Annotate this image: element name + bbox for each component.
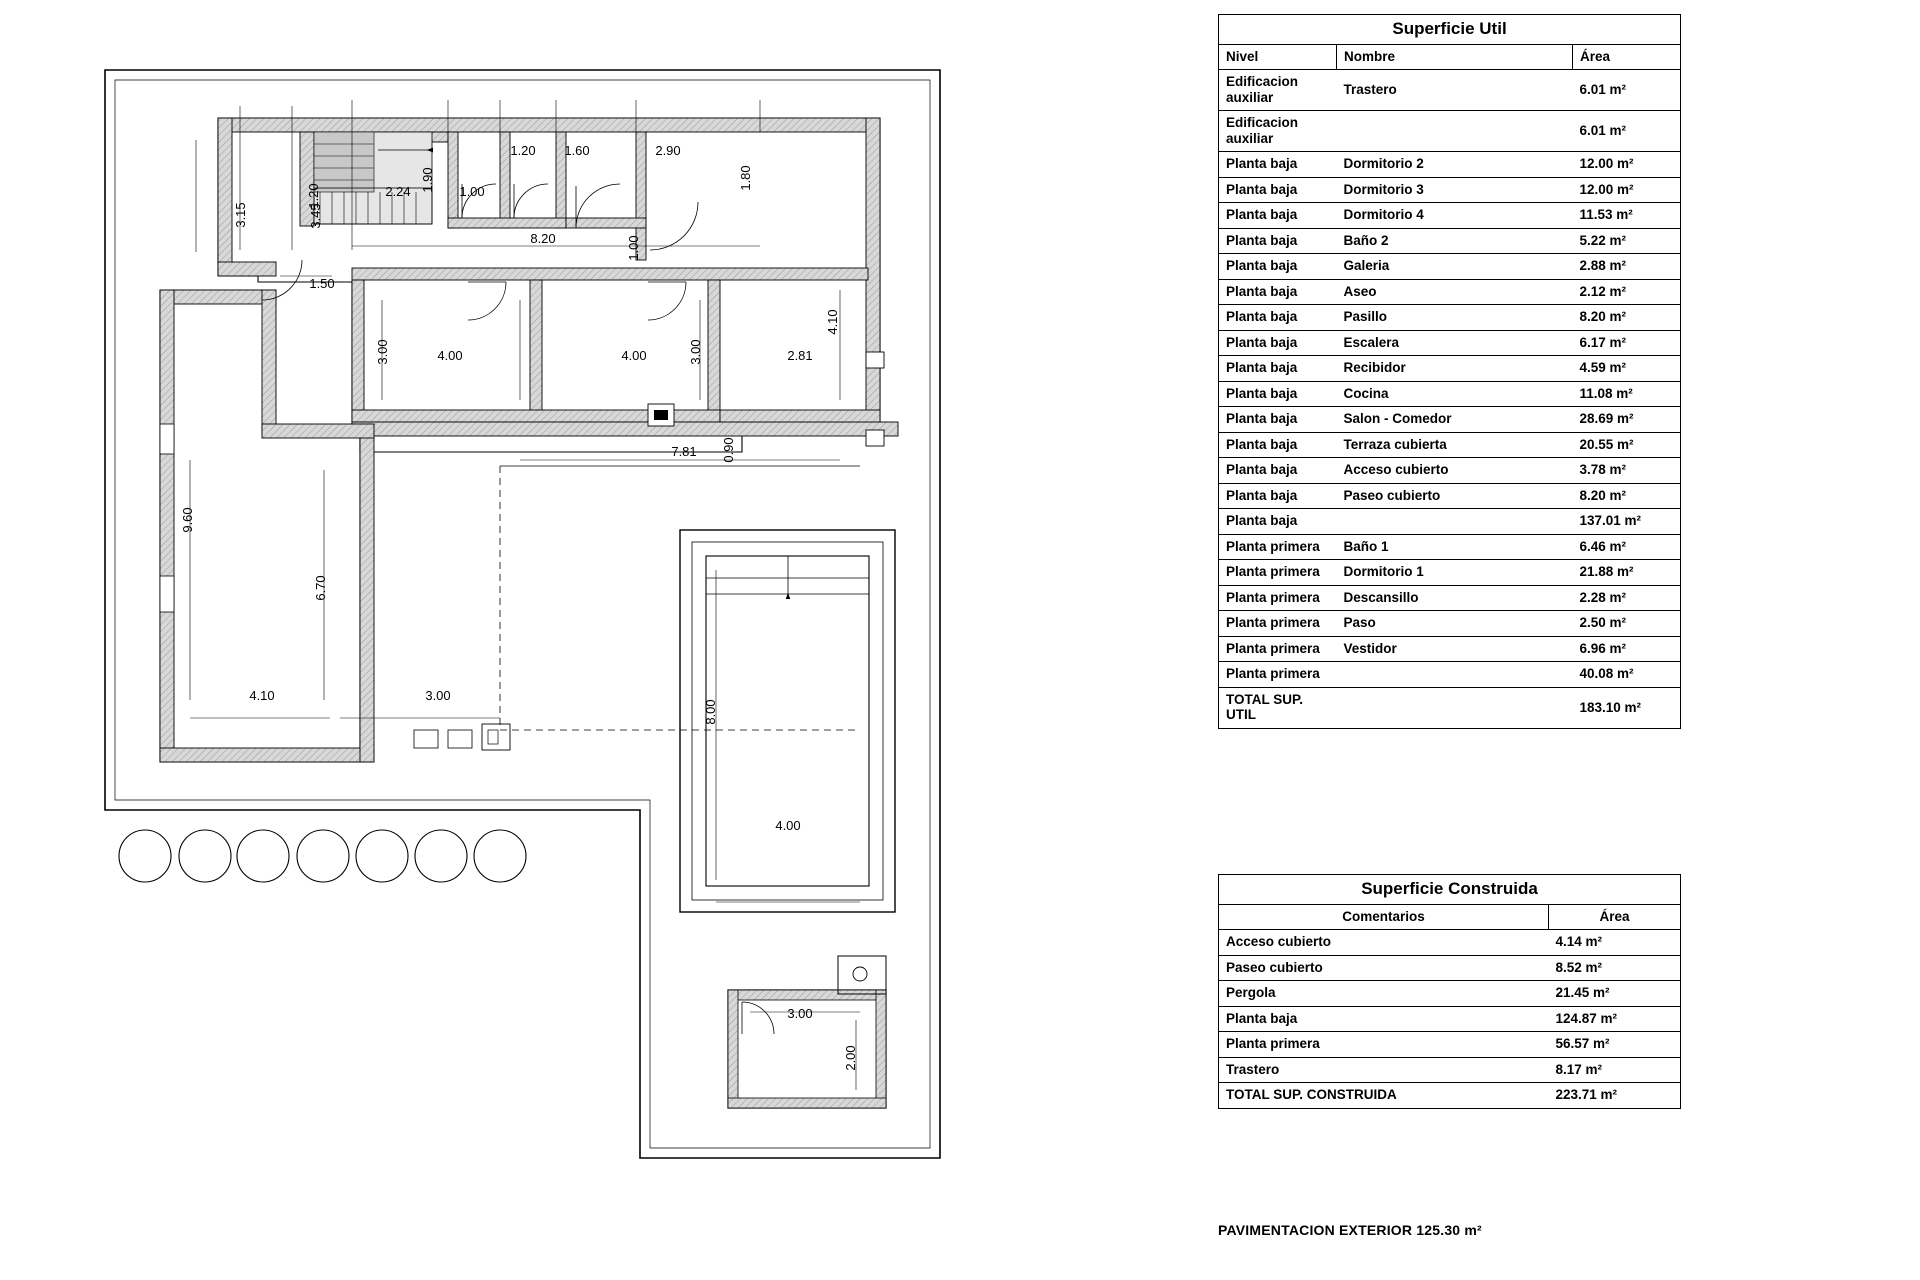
dim-4-10b: 4.10 [249, 688, 275, 703]
cell-nivel: Planta primera [1219, 534, 1337, 560]
cell-area: 21.88 m² [1573, 560, 1681, 586]
cell-area: 12.00 m² [1573, 152, 1681, 178]
dim-3-00d: 3.00 [787, 1006, 813, 1021]
cell-area: 8.52 m² [1549, 955, 1681, 981]
staircase [314, 132, 432, 224]
cell-nombre: Acceso cubierto [1337, 458, 1573, 484]
cell-nivel: Planta baja [1219, 330, 1337, 356]
cell-area: 2.50 m² [1573, 611, 1681, 637]
dim-3-15: 3.15 [233, 202, 248, 228]
dim-4-10a: 4.10 [825, 309, 840, 335]
cell-nivel: Planta baja [1219, 203, 1337, 229]
dim-3-45: 3.45 [308, 203, 323, 229]
util-title-row [1219, 15, 1681, 45]
superficie-util-table-wrap [1218, 14, 1688, 729]
cell-total-label: TOTAL SUP. UTIL [1219, 687, 1337, 728]
table-row [1219, 585, 1681, 611]
table-row-total [1219, 687, 1681, 728]
cell-area: 6.96 m² [1573, 636, 1681, 662]
cell-nivel: Planta baja [1219, 432, 1337, 458]
cell-area: 11.53 m² [1573, 203, 1681, 229]
cell-nivel: Planta primera [1219, 585, 1337, 611]
living-wing [160, 260, 860, 762]
dim-3-00a: 3.00 [375, 339, 390, 365]
table-row [1219, 407, 1681, 433]
cell-area: 40.08 m² [1573, 662, 1681, 688]
table-row [1219, 228, 1681, 254]
dim-8-20: 8.20 [530, 231, 556, 246]
cell-area: 6.01 m² [1573, 111, 1681, 152]
cell-area: 8.20 m² [1573, 305, 1681, 331]
cell-nombre [1337, 509, 1573, 535]
table-row [1219, 534, 1681, 560]
pavimentacion-exterior-note: PAVIMENTACION EXTERIOR 125.30 m² [1218, 1222, 1482, 1238]
table-row [1219, 356, 1681, 382]
table-row [1219, 330, 1681, 356]
dim-1-80: 1.80 [738, 165, 753, 191]
dim-1-00b: 1.00 [626, 235, 641, 261]
cell-nombre: Dormitorio 1 [1337, 560, 1573, 586]
table-row [1219, 177, 1681, 203]
table-row-total [1219, 1083, 1681, 1109]
util-title: Superficie Util [1219, 15, 1681, 45]
cell-area: 5.22 m² [1573, 228, 1681, 254]
table-row [1219, 955, 1681, 981]
cell-area: 2.12 m² [1573, 279, 1681, 305]
cell-nombre [1337, 687, 1573, 728]
cell-nivel: Edificacion auxiliar [1219, 111, 1337, 152]
table-row [1219, 432, 1681, 458]
util-col-nombre: Nombre [1337, 44, 1573, 70]
construida-header-row [1219, 904, 1681, 930]
table-row [1219, 203, 1681, 229]
util-col-nivel: Nivel [1219, 44, 1337, 70]
construida-col-comentarios: Comentarios [1219, 904, 1549, 930]
cell-area: 4.14 m² [1549, 930, 1681, 956]
cell-area: 137.01 m² [1573, 509, 1681, 535]
dim-6-70: 6.70 [313, 575, 328, 601]
cell-label: Planta primera [1219, 1032, 1549, 1058]
cell-label: Planta baja [1219, 1006, 1549, 1032]
table-row [1219, 1006, 1681, 1032]
cell-nombre: Paso [1337, 611, 1573, 637]
table-row [1219, 279, 1681, 305]
cell-nivel: Planta baja [1219, 509, 1337, 535]
dim-2-90: 2.90 [655, 143, 681, 158]
trastero-building [728, 956, 886, 1108]
cell-total-label: TOTAL SUP. CONSTRUIDA [1219, 1083, 1549, 1109]
cell-area: 2.28 m² [1573, 585, 1681, 611]
cell-nombre: Dormitorio 2 [1337, 152, 1573, 178]
cell-nivel: Planta primera [1219, 662, 1337, 688]
cell-nombre: Vestidor [1337, 636, 1573, 662]
cell-nombre: Recibidor [1337, 356, 1573, 382]
cell-area: 28.69 m² [1573, 407, 1681, 433]
cell-nivel: Planta primera [1219, 611, 1337, 637]
table-row [1219, 483, 1681, 509]
construida-title: Superficie Construida [1219, 875, 1681, 905]
cell-area: 6.17 m² [1573, 330, 1681, 356]
superficie-construida-table-wrap [1218, 874, 1688, 1109]
cell-label: Pergola [1219, 981, 1549, 1007]
cell-nombre: Dormitorio 4 [1337, 203, 1573, 229]
cell-area: 3.78 m² [1573, 458, 1681, 484]
dimension-annotations [190, 100, 860, 1090]
dim-2-24: 2.24 [385, 184, 411, 199]
table-row [1219, 509, 1681, 535]
cell-nivel: Planta baja [1219, 381, 1337, 407]
cell-nivel: Planta primera [1219, 560, 1337, 586]
dim-1-20a: 1.20 [306, 183, 321, 209]
cell-nivel: Planta baja [1219, 483, 1337, 509]
dim-7-81: 7.81 [671, 444, 697, 459]
table-row [1219, 111, 1681, 152]
cell-area: 2.88 m² [1573, 254, 1681, 280]
cell-nombre: Baño 1 [1337, 534, 1573, 560]
table-row [1219, 305, 1681, 331]
cell-area: 6.01 m² [1573, 70, 1681, 111]
util-col-area: Área [1573, 44, 1681, 70]
table-row [1219, 930, 1681, 956]
cell-nombre: Salon - Comedor [1337, 407, 1573, 433]
table-row [1219, 1057, 1681, 1083]
cell-nivel: Planta baja [1219, 356, 1337, 382]
cell-nivel: Planta baja [1219, 279, 1337, 305]
cell-total-area: 223.71 m² [1549, 1083, 1681, 1109]
cell-nivel: Edificacion auxiliar [1219, 70, 1337, 111]
cell-nivel: Planta baja [1219, 254, 1337, 280]
cell-nombre: Trastero [1337, 70, 1573, 111]
cell-nivel: Planta baja [1219, 458, 1337, 484]
table-row [1219, 981, 1681, 1007]
cell-label: Paseo cubierto [1219, 955, 1549, 981]
dim-1-60: 1.60 [564, 143, 590, 158]
dim-2-81: 2.81 [787, 348, 813, 363]
cell-label: Acceso cubierto [1219, 930, 1549, 956]
table-row [1219, 662, 1681, 688]
table-row [1219, 636, 1681, 662]
cell-nombre: Cocina [1337, 381, 1573, 407]
cell-area: 11.08 m² [1573, 381, 1681, 407]
cell-area: 8.20 m² [1573, 483, 1681, 509]
cell-nombre: Terraza cubierta [1337, 432, 1573, 458]
cell-nombre: Escalera [1337, 330, 1573, 356]
dim-8-00: 8.00 [703, 699, 718, 725]
cell-area: 12.00 m² [1573, 177, 1681, 203]
cell-area: 21.45 m² [1549, 981, 1681, 1007]
cell-nombre: Aseo [1337, 279, 1573, 305]
table-row [1219, 381, 1681, 407]
cell-nivel: Planta primera [1219, 636, 1337, 662]
table-row [1219, 70, 1681, 111]
cell-area: 124.87 m² [1549, 1006, 1681, 1032]
cell-nombre [1337, 662, 1573, 688]
construida-col-area: Área [1549, 904, 1681, 930]
cell-nombre: Galeria [1337, 254, 1573, 280]
cell-nombre: Paseo cubierto [1337, 483, 1573, 509]
cell-nivel: Planta baja [1219, 177, 1337, 203]
cell-nivel: Planta baja [1219, 305, 1337, 331]
table-row [1219, 560, 1681, 586]
dim-1-00a: 1.00 [459, 184, 485, 199]
cell-nombre: Baño 2 [1337, 228, 1573, 254]
table-row [1219, 152, 1681, 178]
cell-nivel: Planta baja [1219, 228, 1337, 254]
dim-4-00b: 4.00 [621, 348, 647, 363]
cell-total-area: 183.10 m² [1573, 687, 1681, 728]
table-row [1219, 611, 1681, 637]
construida-title-row [1219, 875, 1681, 905]
util-header-row [1219, 44, 1681, 70]
dim-4-00a: 4.00 [437, 348, 463, 363]
table-row [1219, 1032, 1681, 1058]
dim-3-00b: 3.00 [688, 339, 703, 365]
dim-0-90: 0.90 [721, 437, 736, 463]
cell-area: 56.57 m² [1549, 1032, 1681, 1058]
dim-3-00c: 3.00 [425, 688, 451, 703]
superficie-construida-table [1218, 874, 1681, 1109]
cell-nombre [1337, 111, 1573, 152]
dim-4-00c: 4.00 [775, 818, 801, 833]
cell-nombre: Dormitorio 3 [1337, 177, 1573, 203]
dim-1-90: 1.90 [420, 167, 435, 193]
table-row [1219, 254, 1681, 280]
cell-label: Trastero [1219, 1057, 1549, 1083]
cell-nombre: Descansillo [1337, 585, 1573, 611]
cell-area: 6.46 m² [1573, 534, 1681, 560]
cell-nombre: Pasillo [1337, 305, 1573, 331]
cell-nivel: Planta baja [1219, 152, 1337, 178]
dim-1-50: 1.50 [309, 276, 335, 291]
superficie-util-table [1218, 14, 1681, 729]
tree-row [119, 830, 526, 882]
dim-2-00: 2.00 [843, 1045, 858, 1071]
cell-nivel: Planta baja [1219, 407, 1337, 433]
cell-area: 20.55 m² [1573, 432, 1681, 458]
cell-area: 4.59 m² [1573, 356, 1681, 382]
dim-9-60: 9.60 [180, 507, 195, 533]
table-row [1219, 458, 1681, 484]
cell-area: 8.17 m² [1549, 1057, 1681, 1083]
dim-1-20b: 1.20 [510, 143, 536, 158]
